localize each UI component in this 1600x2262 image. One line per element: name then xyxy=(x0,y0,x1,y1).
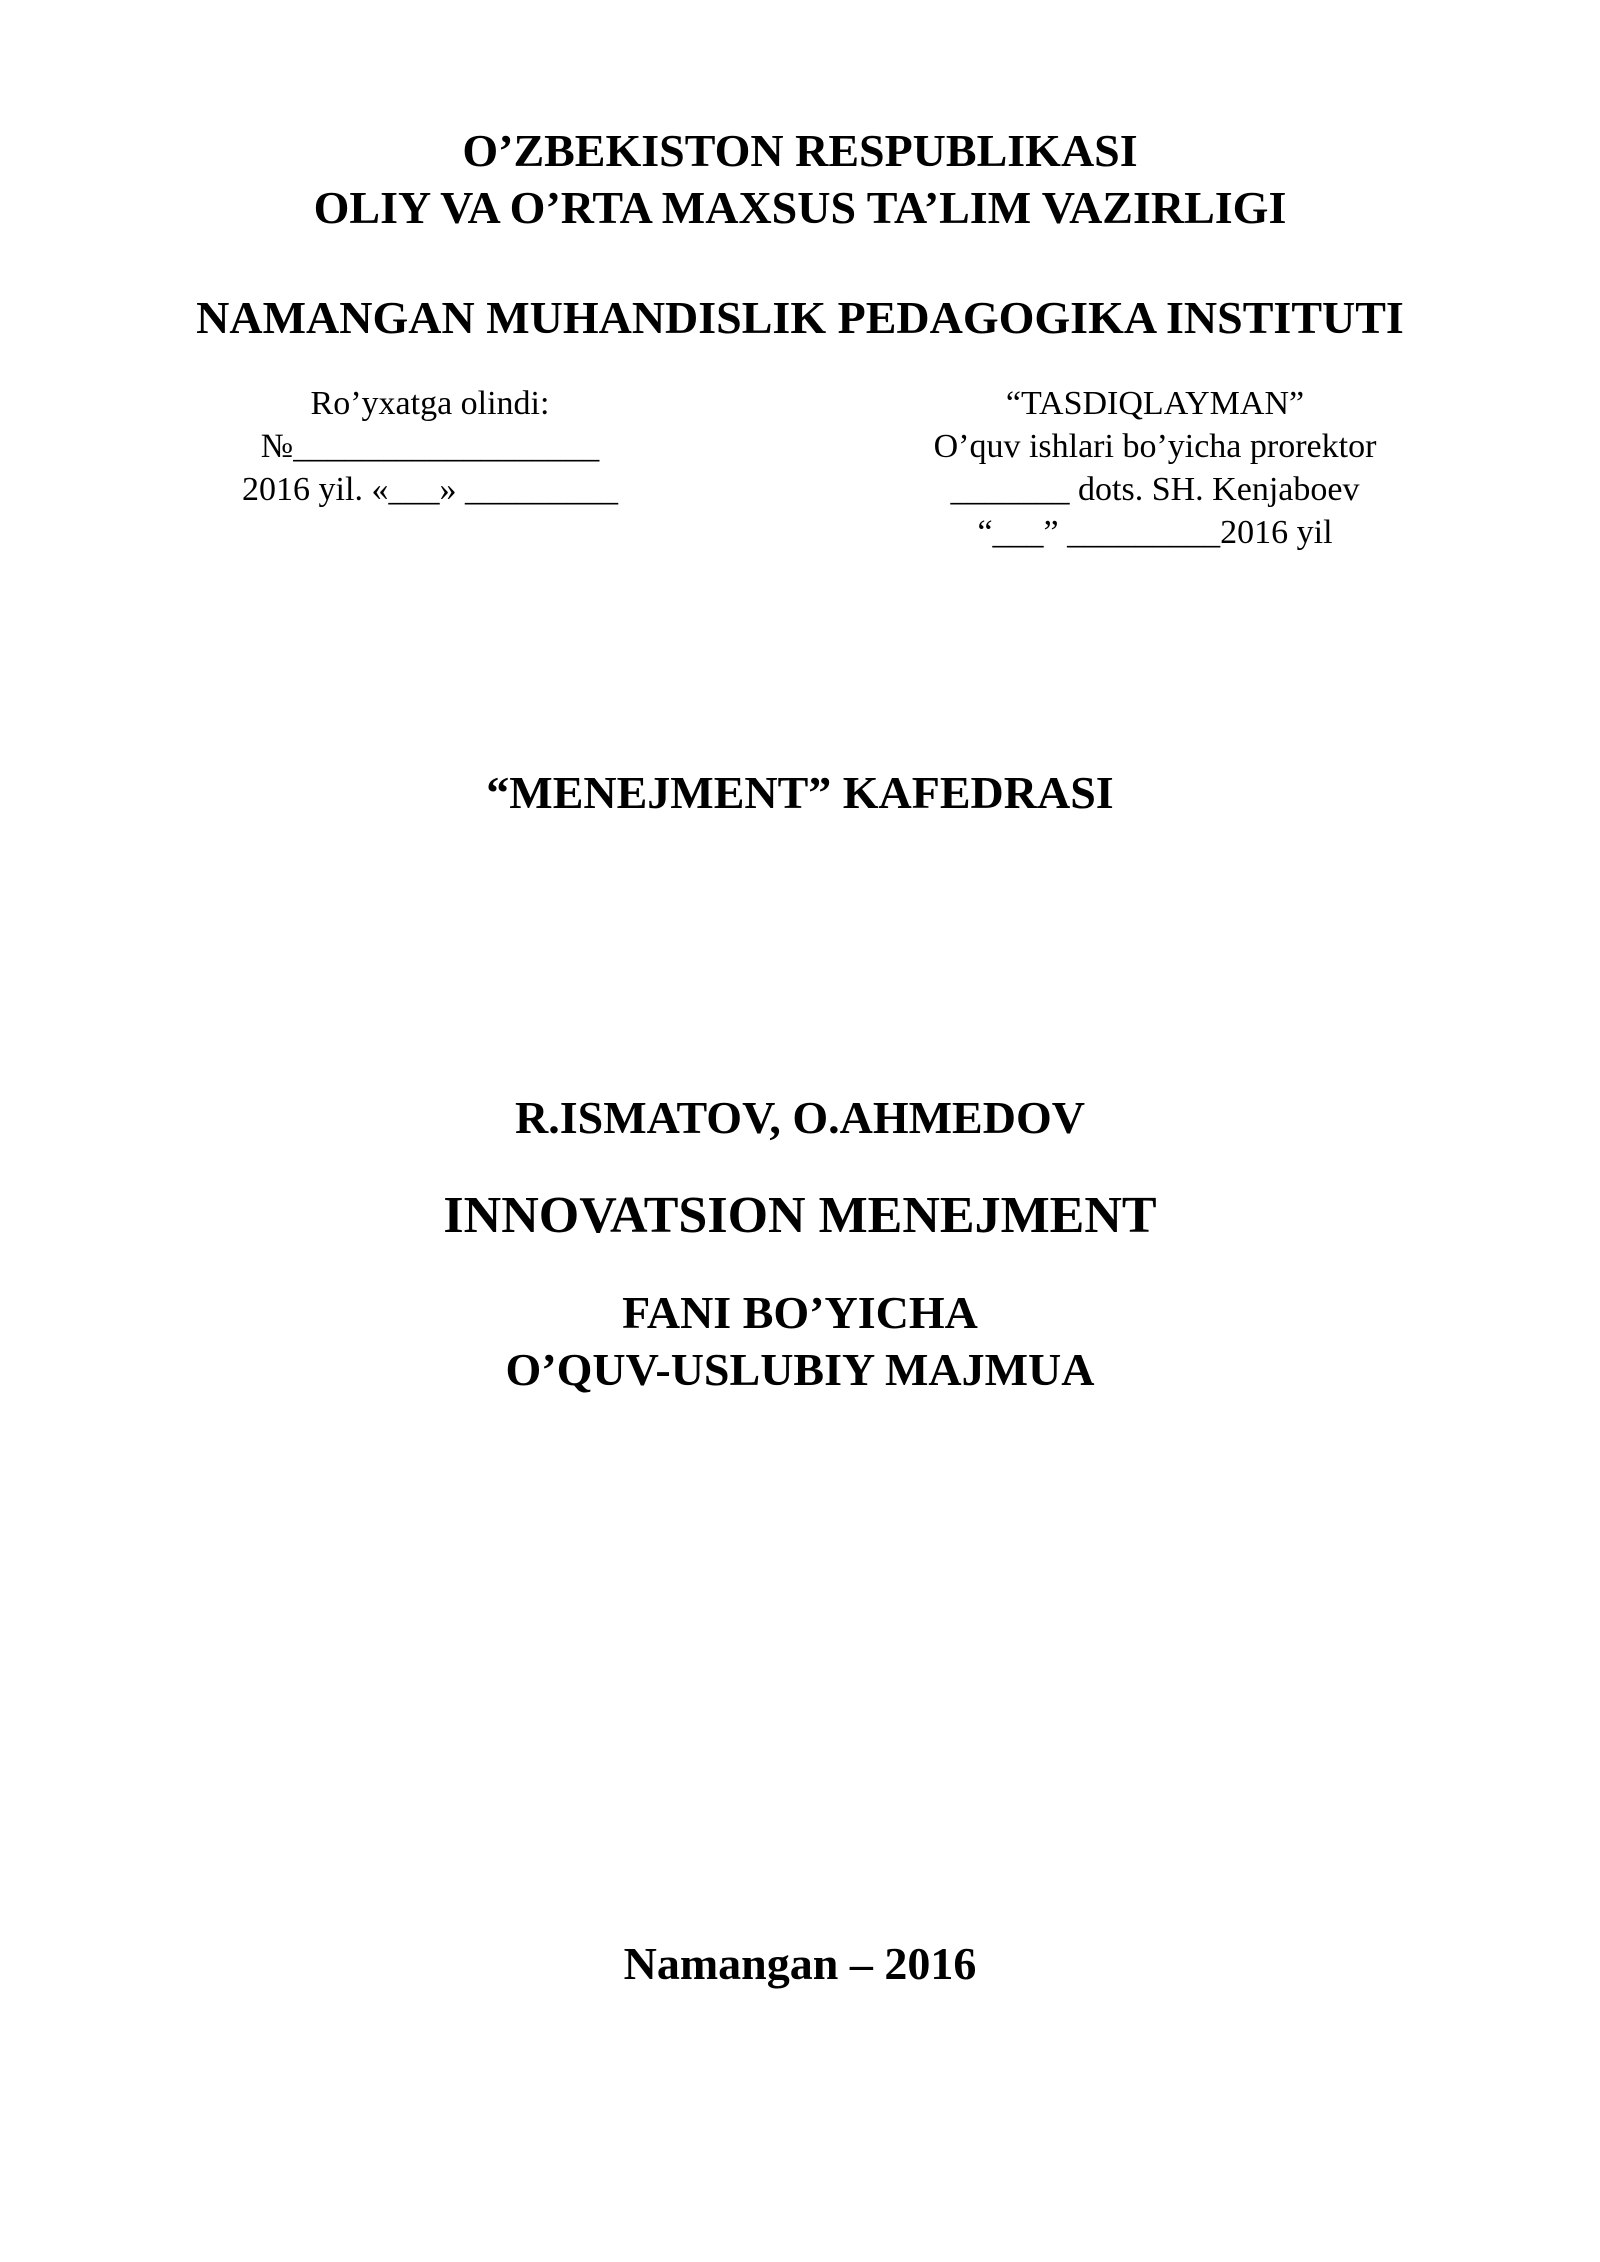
subtitle-line-2: O’QUV-USLUBIY MAJMUA xyxy=(505,1344,1095,1395)
registration-block xyxy=(160,382,700,511)
approval-position: O’quv ishlari bo’yicha prorektor xyxy=(933,428,1377,465)
institute-heading: NAMANGAN MUHANDISLIK PEDAGOGIKA INSTITUTI xyxy=(196,292,1404,343)
approval-signer-line: _______ dots. SH. Kenjaboev xyxy=(950,471,1360,508)
approval-date-line: “___” _________2016 yil xyxy=(977,514,1333,551)
approval-block xyxy=(850,382,1460,554)
registration-number-line: №__________________ xyxy=(260,428,600,465)
authors-heading: R.ISMATOV, O.AHMEDOV xyxy=(515,1092,1085,1143)
subtitle-line-1: FANI BO’YICHA xyxy=(622,1287,978,1338)
approval-title: “TASDIQLAYMAN” xyxy=(1005,385,1305,422)
ministry-name-heading: OLIY VA O’RTA MAXSUS TA’LIM VAZIRLIGI xyxy=(313,182,1287,233)
subject-title: INNOVATSION MENEJMENT xyxy=(443,1187,1157,1244)
registration-date-line: 2016 yil. «___» _________ xyxy=(242,471,618,508)
footer-place-year: Namangan – 2016 xyxy=(623,1938,977,1989)
ministry-country-heading: O’ZBEKISTON RESPUBLIKASI xyxy=(462,125,1138,176)
department-heading: “MENEJMENT” KAFEDRASI xyxy=(486,767,1114,818)
registration-title: Ro’yxatga olindi: xyxy=(310,385,550,422)
